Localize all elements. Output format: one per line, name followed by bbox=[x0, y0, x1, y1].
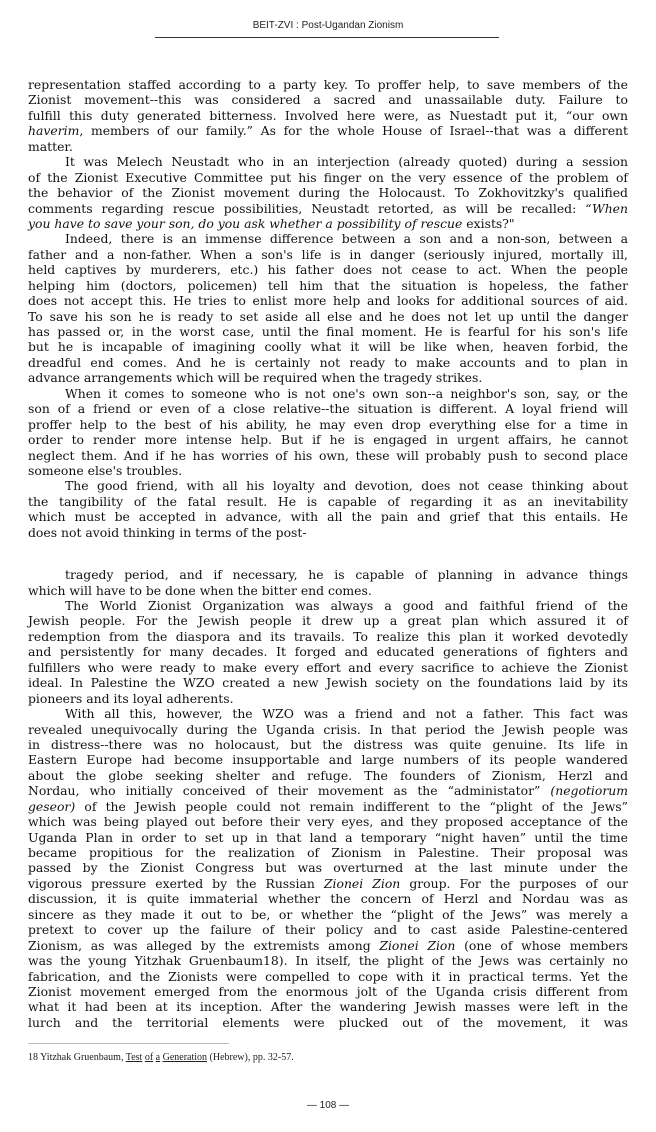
line-text: became propitious for the realization of Zionism in Palestine. Their proposal was bbox=[28, 845, 628, 860]
footnote-title-word: Test bbox=[125, 1052, 143, 1063]
line-text: but he is incapable of imagining coolly what it will be like when, heaven forbid, the bbox=[28, 339, 628, 355]
text-line bbox=[28, 417, 628, 432]
line-text: Eastern Europe had become insupportable and large numbers of its people wandered bbox=[28, 752, 628, 768]
body-text bbox=[28, 77, 628, 1030]
line-text: pioneers and its loyal adherents. bbox=[28, 690, 234, 706]
line-text: does not avoid thinking in terms of the post- bbox=[28, 524, 307, 540]
line-text: group. For the purposes of our bbox=[400, 875, 629, 891]
text-line bbox=[28, 525, 628, 540]
line-text: With all this, however, the WZO was a friend and not a father. This fact was bbox=[65, 706, 628, 722]
line-text: exists?" bbox=[462, 215, 515, 231]
line-text: representation staffed according to a party key. To proffer help, to save members of the bbox=[28, 77, 628, 92]
line-text: , members of our family.” As for the whole House of Israel--that was a different bbox=[79, 123, 628, 139]
line-text: revealed unequivocally during the Uganda crisis. In that period the Jewish people was bbox=[28, 721, 628, 737]
line-text: Zionist movement emerged from the enormous jolt of the Uganda crisis different from bbox=[28, 983, 628, 999]
line-text: someone else's troubles. bbox=[28, 462, 183, 478]
line-text: held captives by murderers, etc.) his father does not cease to act. When the people bbox=[28, 262, 628, 278]
running-header: BEIT-ZVI : Post-Ugandan Zionism bbox=[252, 20, 404, 31]
line-text: father and a non-father. When a son's life is in danger (seriously injured, mortally ill, bbox=[28, 246, 628, 262]
line-text: Zionism, as was alleged by the extremists among bbox=[28, 937, 380, 953]
text-line bbox=[28, 598, 628, 613]
text-line bbox=[28, 583, 628, 598]
text-line bbox=[28, 814, 628, 829]
line-text: ideal. In Palestine the WZO created a new Jewish society on the foundations laid by its bbox=[28, 675, 628, 691]
text-line bbox=[28, 799, 628, 814]
text-line bbox=[28, 247, 628, 262]
line-text: of the Zionist Executive Committee put his finger on the very essence of the problem of bbox=[28, 169, 628, 185]
text-line bbox=[28, 999, 628, 1014]
line-text: fulfill this duty generated bitterness. Involved here were, as Nuestadt put it, “our own bbox=[28, 107, 628, 123]
line-text: matter. bbox=[28, 138, 73, 154]
text-line bbox=[28, 1015, 628, 1030]
line-text: proffer help to the best of his ability, he may even drop everything else for a time in bbox=[28, 416, 628, 432]
line-text: the behavior of the Zionist movement during the Holocaust. To Zokhovitzky's qualified bbox=[28, 185, 628, 201]
line-text: dreadful end comes. And he is certainly not ready to make accounts and to plan in bbox=[28, 354, 628, 370]
text-line bbox=[28, 201, 628, 216]
line-text: has passed or, in the worst case, until the final moment. He is fearful for his son's life bbox=[28, 324, 628, 339]
line-text: sincere as they made it out to be, or whether the “plight of the Jews” was merely a bbox=[28, 906, 628, 922]
text-line bbox=[28, 783, 628, 798]
text-line bbox=[28, 139, 628, 154]
line-text: fulfillers who were ready to make every effort and every sacrifice to achieve the Zionist bbox=[28, 659, 628, 675]
line-text: order to render more intense help. But if he is engaged in urgent affairs, he cannot bbox=[28, 432, 628, 448]
line-text: was the young Yitzhak Gruenbaum18). In itself, the plight of the Jews was certainly no bbox=[28, 953, 628, 969]
page-break-gap bbox=[28, 540, 628, 567]
text-line bbox=[28, 891, 628, 906]
text-line bbox=[28, 984, 628, 999]
text-line bbox=[28, 324, 628, 339]
line-text: of the Jewish people could not remain indifferent to the “plight of the Jews” bbox=[75, 798, 628, 814]
text-line bbox=[28, 613, 628, 628]
line-text: Nordau, who initially conceived of their movement as the “administator” bbox=[28, 783, 551, 799]
text-line bbox=[28, 660, 628, 675]
line-text: which was being played out before their very eyes, and they proposed acceptance of the bbox=[28, 814, 628, 830]
footnote bbox=[28, 1052, 294, 1063]
text-line bbox=[28, 860, 628, 875]
line-text: advance arrangements which will be required when the tragedy strikes. bbox=[28, 370, 483, 386]
footnote-title-word: a bbox=[155, 1052, 161, 1063]
text-line bbox=[28, 154, 628, 169]
page-number: — 108 — bbox=[306, 1100, 350, 1111]
line-text: pretext to cover up the failure of their policy and to cast aside Palestine-centered bbox=[28, 922, 628, 938]
text-line bbox=[28, 262, 628, 277]
text-line bbox=[28, 123, 628, 138]
text-line bbox=[28, 355, 628, 370]
italic-text: Zionei Zion bbox=[323, 875, 401, 891]
text-line bbox=[28, 691, 628, 706]
text-line bbox=[28, 629, 628, 644]
line-text: It was Melech Neustadt who in an interjection (already quoted) during a session bbox=[65, 154, 628, 170]
line-text: Indeed, there is an immense difference between a son and a non-son, between a bbox=[65, 231, 628, 247]
text-line bbox=[28, 77, 628, 92]
line-text: which will have to be done when the bitter end comes. bbox=[28, 582, 372, 598]
footnote-source: (Hebrew), pp. 32-57. bbox=[209, 1052, 294, 1063]
text-line bbox=[28, 567, 628, 582]
header-divider bbox=[155, 37, 499, 38]
footnote-author: Yitzhak Gruenbaum, bbox=[40, 1052, 124, 1063]
footnote-number: 18 bbox=[28, 1052, 38, 1063]
text-line bbox=[28, 432, 628, 447]
line-text: The good friend, with all his loyalty and devotion, does not cease thinking about bbox=[65, 478, 628, 494]
line-text: discussion, it is quite immaterial whether the concern of Herzl and Nordau was as bbox=[28, 891, 628, 907]
text-line bbox=[28, 463, 628, 478]
italic-text: geseor) bbox=[28, 798, 76, 814]
line-text: Zionist movement--this was considered a sacred and unassailable duty. Failure to bbox=[28, 92, 628, 108]
text-line bbox=[28, 92, 628, 107]
text-line bbox=[28, 938, 628, 953]
line-text: vigorous pressure exerted by the Russian bbox=[28, 875, 324, 891]
line-text: son of a friend or even of a close relative--the situation is different. A loyal friend will bbox=[28, 401, 628, 417]
line-text: When it comes to someone who is not one's own son--a neighbor's son, say, or the bbox=[65, 385, 628, 401]
line-text: To save his son he is ready to set aside all else and he does not let up until the danger bbox=[28, 308, 628, 324]
text-line bbox=[28, 370, 628, 385]
text-line bbox=[28, 969, 628, 984]
line-text: what it had been at its inception. After the wandering Jewish masses were left in the bbox=[28, 999, 628, 1015]
line-text: lurch and the territorial elements were plucked out of the movement, it was bbox=[28, 1014, 628, 1030]
italic-text: (negotiorum bbox=[550, 783, 628, 799]
text-line bbox=[28, 768, 628, 783]
text-line bbox=[28, 722, 628, 737]
line-text: Uganda Plan in order to set up in that land a temporary “night haven” until the time bbox=[28, 829, 628, 845]
text-line bbox=[28, 339, 628, 354]
italic-text: you have to save your son, do you ask whether a possibility of rescue bbox=[28, 215, 463, 231]
footnote-title-word: of bbox=[144, 1052, 154, 1063]
line-text: tragedy period, and if necessary, he is capable of planning in advance things bbox=[65, 567, 628, 583]
text-line bbox=[28, 876, 628, 891]
text-line bbox=[28, 478, 628, 493]
line-text: (one of whose members bbox=[455, 937, 628, 953]
text-line bbox=[28, 185, 628, 200]
text-line bbox=[28, 675, 628, 690]
text-line bbox=[28, 216, 628, 231]
line-text: in distress--there was no holocaust, but the distress was quite genuine. Its life in bbox=[28, 736, 628, 752]
text-line bbox=[28, 509, 628, 524]
text-line bbox=[28, 293, 628, 308]
line-text: which must be accepted in advance, with all the pain and grief that this entails. He bbox=[28, 509, 628, 525]
text-line bbox=[28, 448, 628, 463]
text-line bbox=[28, 401, 628, 416]
footnote-title-word: Generation bbox=[162, 1052, 208, 1063]
text-line bbox=[28, 907, 628, 922]
text-line bbox=[28, 922, 628, 937]
text-line bbox=[28, 170, 628, 185]
italic-text: “When bbox=[585, 200, 628, 216]
line-text: passed by the Zionist Congress but was overturned at the last minute under the bbox=[28, 860, 628, 876]
line-text: Jewish people. For the Jewish people it drew up a great plan which assured it of bbox=[28, 613, 628, 629]
text-line bbox=[28, 494, 628, 509]
text-line bbox=[28, 953, 628, 968]
line-text: The World Zionist Organization was always a good and faithful friend of the bbox=[65, 598, 628, 613]
line-text: does not accept this. He tries to enlist more help and looks for additional sources of aid. bbox=[28, 293, 628, 309]
text-line bbox=[28, 706, 628, 721]
text-line bbox=[28, 737, 628, 752]
footnote-divider bbox=[28, 1043, 229, 1044]
text-line bbox=[28, 309, 628, 324]
italic-text: haverim bbox=[28, 123, 80, 139]
line-text: redemption from the diaspora and its travails. To realize this plan it worked devotedly bbox=[28, 628, 628, 644]
text-line bbox=[28, 278, 628, 293]
line-text: fabrication, and the Zionists were compelled to cope with it in practical terms. Yet the bbox=[28, 968, 628, 984]
text-line bbox=[28, 752, 628, 767]
line-text: about the globe seeking shelter and refuge. The founders of Zionism, Herzl and bbox=[28, 767, 628, 783]
line-text: neglect them. And if he has worries of his own, these will probably push to second place bbox=[28, 447, 628, 463]
text-line bbox=[28, 231, 628, 246]
text-line bbox=[28, 108, 628, 123]
text-line bbox=[28, 644, 628, 659]
line-text: helping him (doctors, policemen) tell him that the situation is hopeless, the father bbox=[28, 277, 628, 293]
text-line bbox=[28, 386, 628, 401]
line-text: and persistently for many decades. It forged and educated generations of fighters and bbox=[28, 644, 628, 660]
line-text: the tangibility of the fatal result. He is capable of regarding it as an inevitability bbox=[28, 493, 628, 509]
text-line bbox=[28, 830, 628, 845]
line-text: comments regarding rescue possibilities, Neustadt retorted, as will be recalled: bbox=[28, 200, 586, 216]
text-line bbox=[28, 845, 628, 860]
italic-text: Zionei Zion bbox=[379, 937, 456, 953]
